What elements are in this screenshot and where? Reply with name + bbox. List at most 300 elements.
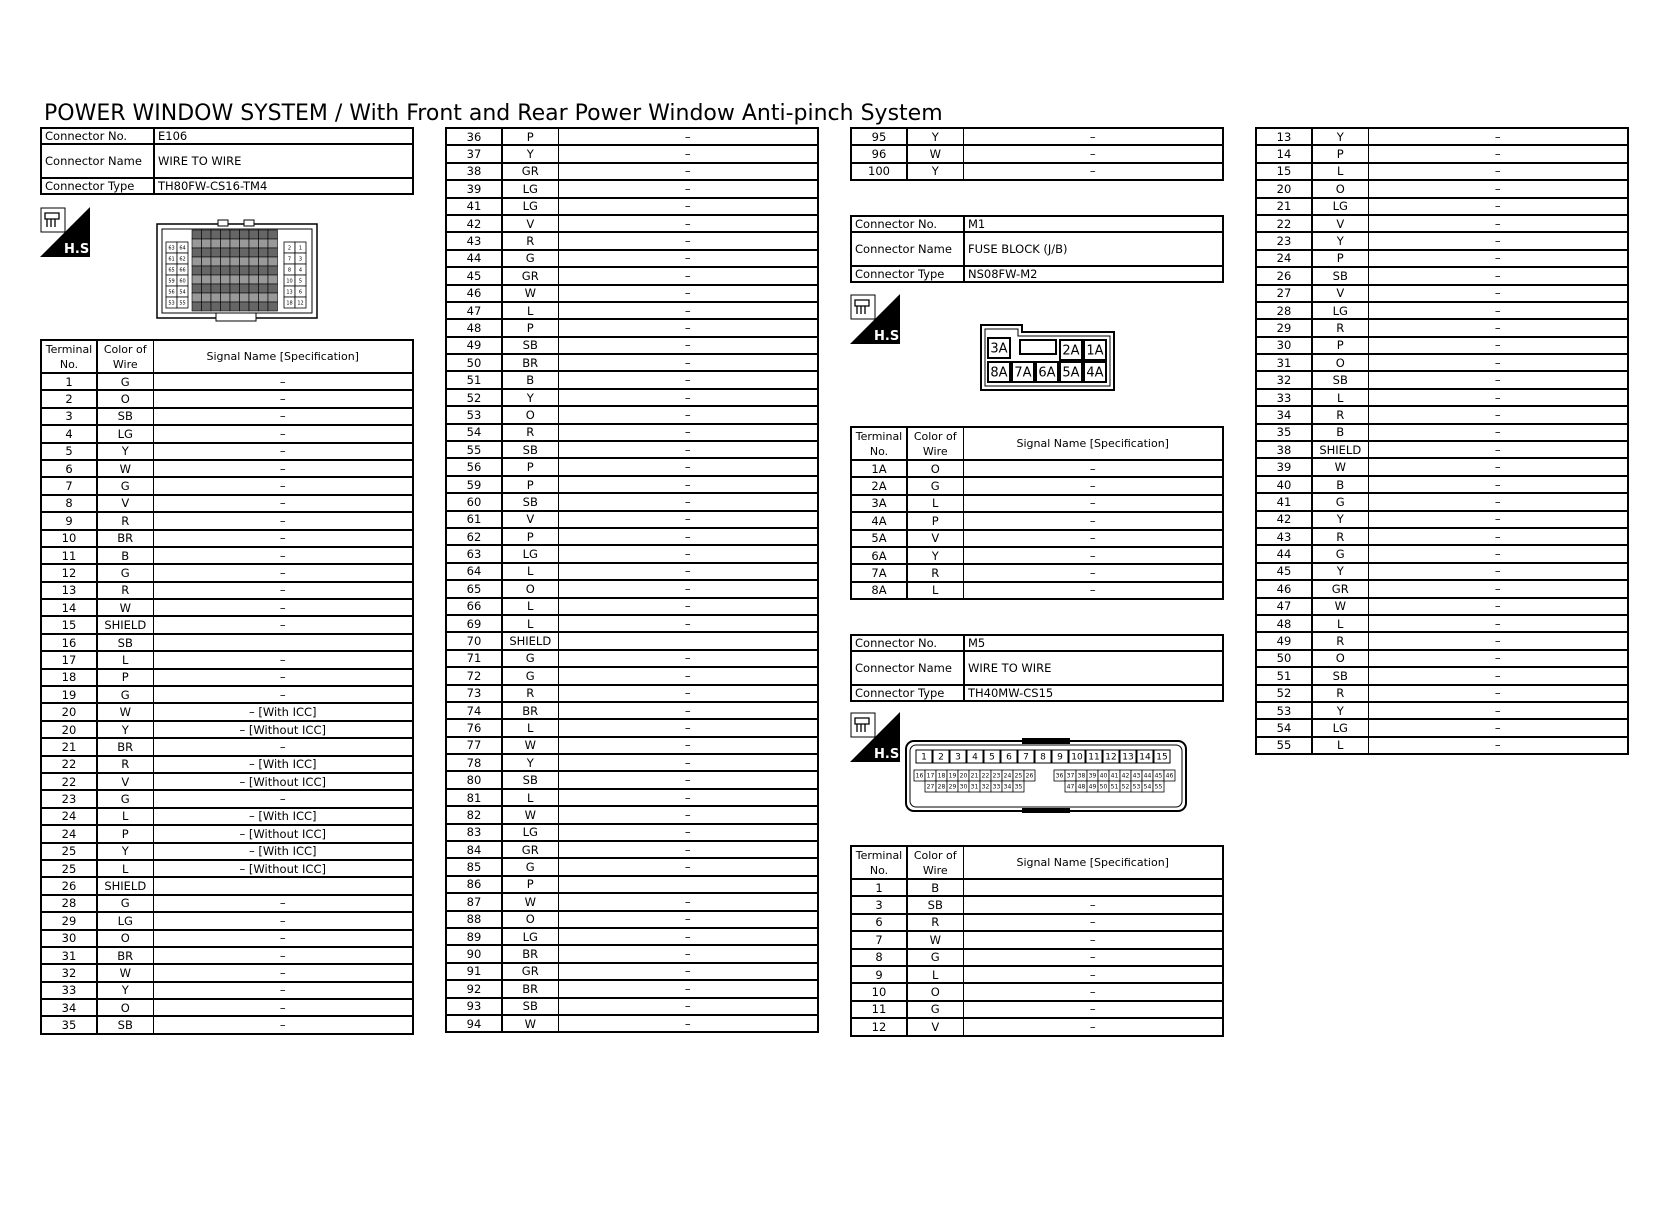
connector-pin-label: 37 (1066, 772, 1075, 780)
terminal-no-cell: 2 (41, 390, 97, 407)
connector-m5-diagram (904, 738, 1188, 814)
table-row (1256, 702, 1628, 719)
connector-pin (230, 239, 240, 248)
wire-color-cell: B (502, 371, 558, 388)
terminal-no-cell: 87 (446, 893, 502, 910)
table-row (446, 928, 818, 945)
terminal-no-cell: 13 (41, 582, 97, 599)
table-row (41, 964, 413, 981)
wire-color-cell: R (97, 582, 153, 599)
signal-name-cell: – (153, 564, 413, 581)
wire-color-cell: Y (1312, 702, 1368, 719)
table-row (41, 616, 413, 633)
wire-color-cell: Y (1312, 232, 1368, 249)
signal-name-cell: – (963, 530, 1223, 547)
signal-name-cell: – (558, 319, 818, 336)
connector-pin (202, 293, 212, 302)
terminal-no-cell: 65 (446, 580, 502, 597)
connector-pin (192, 302, 202, 311)
terminal-no-cell: 84 (446, 841, 502, 858)
signal-name-cell: – (1368, 337, 1628, 354)
connector-pin-label: 4 (972, 752, 978, 763)
connector-pin-label: 54 (179, 289, 186, 296)
terminal-no-cell: 19 (41, 686, 97, 703)
signal-name-cell: – (1368, 319, 1628, 336)
connector-pin-label: 41 (1110, 772, 1119, 780)
svg-text:H.S.: H.S. (64, 242, 95, 257)
signal-name-cell: – (153, 408, 413, 425)
connector-pin (211, 230, 221, 239)
terminal-no-cell: 60 (446, 493, 502, 510)
wire-color-cell: W (97, 703, 153, 720)
table-row (1256, 128, 1628, 145)
table-row (446, 337, 818, 354)
signal-name-cell: – (1368, 180, 1628, 197)
table-row (41, 669, 413, 686)
signal-name-cell: – (153, 947, 413, 964)
connector-e106-terminal-table-cont2 (850, 127, 1224, 181)
terminal-no-cell: 46 (1256, 580, 1312, 597)
connector-pin-label: 6 (298, 289, 303, 296)
wire-color-cell: L (1312, 389, 1368, 406)
connector-pin (202, 239, 212, 248)
signal-name-header: Signal Name [Specification] (963, 846, 1223, 879)
signal-name-cell: – (558, 824, 818, 841)
terminal-no-cell: 17 (41, 651, 97, 668)
signal-name-cell: – (558, 858, 818, 875)
terminal-no-cell: 1 (41, 373, 97, 390)
terminal-no-cell: 33 (41, 982, 97, 999)
connector-pin (240, 302, 250, 311)
table-row (41, 895, 413, 912)
terminal-no-cell: 82 (446, 806, 502, 823)
terminal-no-cell: 62 (446, 528, 502, 545)
wire-color-cell: G (502, 650, 558, 667)
terminal-no-cell: 44 (1256, 545, 1312, 562)
connector-pin (230, 257, 240, 266)
wire-color-cell: W (1312, 458, 1368, 475)
wire-color-cell: O (1312, 354, 1368, 371)
connector-pin-label: 13 (286, 289, 293, 296)
wire-color-cell: O (907, 983, 963, 1000)
page-title: POWER WINDOW SYSTEM / With Front and Rear Power Window Anti-pinch System (44, 101, 943, 126)
color-of-wire-header: Color of Wire (907, 846, 963, 879)
terminal-no-cell: 40 (1256, 476, 1312, 493)
terminal-no-cell: 42 (1256, 511, 1312, 528)
connector-pin (202, 266, 212, 275)
table-row (1256, 719, 1628, 736)
terminal-no-cell: 39 (1256, 458, 1312, 475)
signal-name-cell: – (1368, 163, 1628, 180)
wire-color-cell: B (1312, 476, 1368, 493)
wire-color-cell: W (502, 806, 558, 823)
wire-color-cell: Y (907, 163, 963, 180)
signal-name-cell: – (1368, 285, 1628, 302)
table-row (1256, 632, 1628, 649)
connector-pin (211, 284, 221, 293)
signal-name-cell: – (558, 911, 818, 928)
connector-pin (192, 248, 202, 257)
signal-name-cell: – (558, 406, 818, 423)
connector-pin (249, 248, 259, 257)
wire-color-cell: W (502, 1015, 558, 1032)
connector-m5-terminal-table (850, 845, 1224, 1037)
connector-pin-label: 64 (179, 245, 186, 252)
table-row (851, 914, 1223, 931)
table-row (446, 285, 818, 302)
wire-color-cell: SHIELD (97, 616, 153, 633)
svg-text:H.S.: H.S. (874, 747, 905, 762)
signal-name-cell: – (963, 460, 1223, 477)
signal-name-cell (963, 879, 1223, 896)
connector-pin (192, 257, 202, 266)
table-row (446, 267, 818, 284)
terminal-no-cell: 43 (1256, 528, 1312, 545)
wire-color-cell: R (1312, 319, 1368, 336)
wire-color-cell: V (907, 1018, 963, 1035)
terminal-no-cell: 35 (41, 1016, 97, 1033)
table-row (41, 860, 413, 877)
wire-color-cell: G (97, 373, 153, 390)
signal-name-cell: – (1368, 511, 1628, 528)
signal-name-cell: – (153, 477, 413, 494)
connector-pin (268, 275, 278, 284)
signal-name-cell: – (1368, 667, 1628, 684)
table-row (1256, 667, 1628, 684)
connector-pin-label: 51 (1110, 783, 1119, 791)
signal-name-cell: – (558, 232, 818, 249)
connector-pin (268, 284, 278, 293)
connector-pin (268, 239, 278, 248)
table-row (446, 719, 818, 736)
signal-name-cell: – (558, 371, 818, 388)
table-row (851, 1018, 1223, 1035)
table-row (851, 966, 1223, 983)
terminal-no-cell: 55 (1256, 737, 1312, 754)
wire-color-cell: BR (97, 738, 153, 755)
wire-color-cell: W (502, 737, 558, 754)
table-row (446, 163, 818, 180)
table-row (851, 896, 1223, 913)
terminal-no-cell: 24 (1256, 250, 1312, 267)
connector-pin-label: 63 (168, 245, 175, 252)
terminal-no-cell: 86 (446, 876, 502, 893)
connector-pin (268, 302, 278, 311)
signal-name-cell: – (1368, 580, 1628, 597)
terminal-no-cell: 94 (446, 1015, 502, 1032)
terminal-no-cell: 25 (41, 843, 97, 860)
signal-name-cell: – (1368, 563, 1628, 580)
signal-name-cell: – (558, 476, 818, 493)
wire-color-cell: R (1312, 685, 1368, 702)
connector-pin (259, 239, 269, 248)
signal-name-cell: – (153, 547, 413, 564)
table-row (446, 632, 818, 649)
table-row (1256, 598, 1628, 615)
connector-pin (221, 257, 231, 266)
table-row (1256, 615, 1628, 632)
terminal-no-cell: 18 (41, 669, 97, 686)
table-row (41, 877, 413, 894)
wire-color-cell: P (1312, 250, 1368, 267)
connector-pin-label: 8 (1040, 752, 1046, 763)
terminal-no-cell: 39 (446, 180, 502, 197)
signal-name-cell: – (153, 1016, 413, 1033)
wire-color-cell: Y (907, 128, 963, 145)
signal-name-cell: – (153, 582, 413, 599)
signal-name-cell: – (153, 738, 413, 755)
table-row (41, 790, 413, 807)
table-row (41, 634, 413, 651)
connector-pin (211, 257, 221, 266)
table-row (446, 476, 818, 493)
wire-color-cell: LG (1312, 302, 1368, 319)
table-row (41, 703, 413, 720)
table-row (446, 198, 818, 215)
terminal-no-cell: 3 (851, 896, 907, 913)
wire-color-cell: R (907, 564, 963, 581)
signal-name-cell: – (558, 719, 818, 736)
wire-color-cell: BR (502, 945, 558, 962)
wire-color-cell: BR (502, 702, 558, 719)
connector-pin-label: 2A (1062, 343, 1080, 359)
table-row (446, 998, 818, 1015)
table-row (446, 563, 818, 580)
connector-pin (240, 257, 250, 266)
signal-name-cell: – (963, 949, 1223, 966)
connector-pin (202, 257, 212, 266)
connector-no-value: E106 (154, 128, 413, 144)
connector-pin-label: 33 (992, 783, 1001, 791)
connector-no-label: Connector No. (851, 635, 964, 651)
wire-color-cell: P (502, 128, 558, 145)
terminal-no-cell: 42 (446, 215, 502, 232)
table-row (446, 980, 818, 997)
terminal-no-cell: 77 (446, 737, 502, 754)
connector-pin (240, 275, 250, 284)
table-row (446, 319, 818, 336)
wire-color-cell: V (97, 773, 153, 790)
connector-name-value: FUSE BLOCK (J/B) (964, 232, 1223, 266)
terminal-no-cell: 43 (446, 232, 502, 249)
wire-color-cell: SB (502, 441, 558, 458)
terminal-no-cell: 8 (851, 949, 907, 966)
connector-pin (202, 302, 212, 311)
signal-name-cell: – (1368, 406, 1628, 423)
connector-pin (202, 230, 212, 239)
connector-name-value: WIRE TO WIRE (964, 651, 1223, 685)
signal-name-cell: – (1368, 632, 1628, 649)
svg-text:H.S.: H.S. (874, 329, 905, 344)
signal-name-cell: – (963, 128, 1223, 145)
signal-name-cell: – (558, 702, 818, 719)
signal-name-cell: – (1368, 371, 1628, 388)
table-row (1256, 337, 1628, 354)
table-row (851, 512, 1223, 529)
table-row (41, 651, 413, 668)
connector-m5-terminal-table-cont (1255, 127, 1629, 755)
terminal-no-cell: 2A (851, 477, 907, 494)
connector-pin-label: 48 (1077, 783, 1086, 791)
connector-pin-label: 13 (1122, 752, 1134, 763)
connector-pin-label: 19 (948, 772, 957, 780)
connector-e106-terminal-table-cont (445, 127, 819, 1033)
connector-pin (268, 293, 278, 302)
connector-pin (259, 230, 269, 239)
connector-pin (192, 230, 202, 239)
signal-name-cell: – (963, 1018, 1223, 1035)
signal-name-cell: – (558, 928, 818, 945)
signal-name-cell: – (558, 528, 818, 545)
signal-name-cell: – (963, 983, 1223, 1000)
connector-pin (211, 266, 221, 275)
connector-pin (221, 284, 231, 293)
connector-pin-label: 62 (179, 256, 186, 263)
table-row (1256, 250, 1628, 267)
table-row (851, 495, 1223, 512)
table-row (1256, 580, 1628, 597)
terminal-no-cell: 27 (1256, 285, 1312, 302)
color-of-wire-header: Color of Wire (907, 427, 963, 460)
connector-pin (249, 275, 259, 284)
signal-name-cell: – (558, 1015, 818, 1032)
wire-color-cell: O (502, 406, 558, 423)
wire-color-cell: LG (502, 824, 558, 841)
terminal-no-cell: 53 (446, 406, 502, 423)
table-row (41, 808, 413, 825)
connector-pin (259, 257, 269, 266)
connector-pin-label: 16 (915, 772, 924, 780)
wire-color-cell: SB (907, 896, 963, 913)
wire-color-cell: V (502, 215, 558, 232)
signal-name-cell: – (558, 180, 818, 197)
connector-pin-label: 6A (1038, 365, 1056, 381)
terminal-no-cell: 21 (1256, 198, 1312, 215)
signal-name-cell: – (1368, 528, 1628, 545)
terminal-no-cell: 47 (1256, 598, 1312, 615)
wire-color-cell: L (502, 615, 558, 632)
wire-color-cell: BR (97, 530, 153, 547)
signal-name-cell: – (153, 912, 413, 929)
terminal-no-cell: 41 (1256, 493, 1312, 510)
connector-pin-label: 26 (1025, 772, 1034, 780)
connector-pin-label: 2 (287, 245, 292, 252)
connector-pin-label: 10 (1071, 752, 1083, 763)
connector-pin (202, 284, 212, 293)
table-row (446, 806, 818, 823)
signal-name-cell: – (963, 163, 1223, 180)
connector-pin (259, 293, 269, 302)
table-row (446, 702, 818, 719)
wire-color-cell: SB (502, 998, 558, 1015)
connector-pin (230, 248, 240, 257)
connector-pin-label: 5A (1062, 365, 1080, 381)
signal-name-cell: – (963, 582, 1223, 599)
terminal-no-cell: 83 (446, 824, 502, 841)
connector-pin-label: 42 (1121, 772, 1130, 780)
wire-color-cell: Y (97, 843, 153, 860)
terminal-no-cell: 7 (851, 931, 907, 948)
signal-name-cell: – (558, 615, 818, 632)
terminal-no-cell: 89 (446, 928, 502, 945)
wire-color-cell: R (1312, 406, 1368, 423)
table-row (1256, 424, 1628, 441)
wire-color-cell: O (502, 911, 558, 928)
connector-no-label: Connector No. (851, 216, 964, 232)
table-row (446, 963, 818, 980)
connector-e106-terminal-table (40, 339, 414, 1035)
terminal-no-header: Terminal No. (41, 340, 97, 373)
signal-name-cell: – (963, 914, 1223, 931)
terminal-no-cell: 85 (446, 858, 502, 875)
wire-color-cell: G (97, 564, 153, 581)
terminal-no-cell: 80 (446, 771, 502, 788)
terminal-no-cell: 61 (446, 511, 502, 528)
table-row (851, 163, 1223, 180)
table-row (446, 545, 818, 562)
terminal-no-cell: 14 (41, 599, 97, 616)
terminal-no-cell: 20 (41, 721, 97, 738)
connector-pin (240, 248, 250, 257)
connector-pin-label: 14 (1139, 752, 1151, 763)
terminal-no-cell: 37 (446, 145, 502, 162)
connector-pin (249, 239, 259, 248)
wire-color-cell: LG (97, 912, 153, 929)
connector-pin (221, 302, 231, 311)
connector-pin (221, 293, 231, 302)
terminal-no-cell: 21 (41, 738, 97, 755)
table-row (1256, 528, 1628, 545)
terminal-no-cell: 45 (1256, 563, 1312, 580)
signal-name-cell: – (1368, 198, 1628, 215)
wire-color-cell: BR (97, 947, 153, 964)
terminal-no-cell: 26 (41, 877, 97, 894)
terminal-no-cell: 22 (41, 773, 97, 790)
wire-color-cell: SB (1312, 371, 1368, 388)
signal-name-cell: – (963, 966, 1223, 983)
connector-pin-label: 1A (1086, 343, 1104, 359)
signal-name-cell: – (558, 841, 818, 858)
connector-pin-label: 20 (959, 772, 968, 780)
wire-color-cell: Y (1312, 511, 1368, 528)
signal-name-cell: – (558, 563, 818, 580)
wire-color-cell: V (97, 495, 153, 512)
table-row (446, 354, 818, 371)
connector-pin (202, 248, 212, 257)
connector-pin-label: 32 (981, 783, 990, 791)
terminal-no-cell: 41 (446, 198, 502, 215)
signal-name-cell: – [Without ICC] (153, 860, 413, 877)
connector-type-label: Connector Type (851, 266, 964, 282)
connector-pin-label: 25 (1014, 772, 1023, 780)
table-row (446, 1015, 818, 1032)
connector-m1-info (850, 215, 1224, 283)
table-row (446, 858, 818, 875)
signal-name-cell: – (558, 493, 818, 510)
table-row (446, 302, 818, 319)
wire-color-cell: GR (502, 841, 558, 858)
signal-name-cell: – (558, 285, 818, 302)
signal-name-cell: – (558, 545, 818, 562)
signal-name-cell: – (558, 737, 818, 754)
signal-name-cell: – (153, 999, 413, 1016)
signal-name-cell: – (963, 495, 1223, 512)
wire-color-cell: SB (502, 493, 558, 510)
connector-pin-label: 22 (981, 772, 990, 780)
connector-pin (268, 230, 278, 239)
wire-color-cell: O (1312, 650, 1368, 667)
connector-pin-label: 29 (948, 783, 957, 791)
